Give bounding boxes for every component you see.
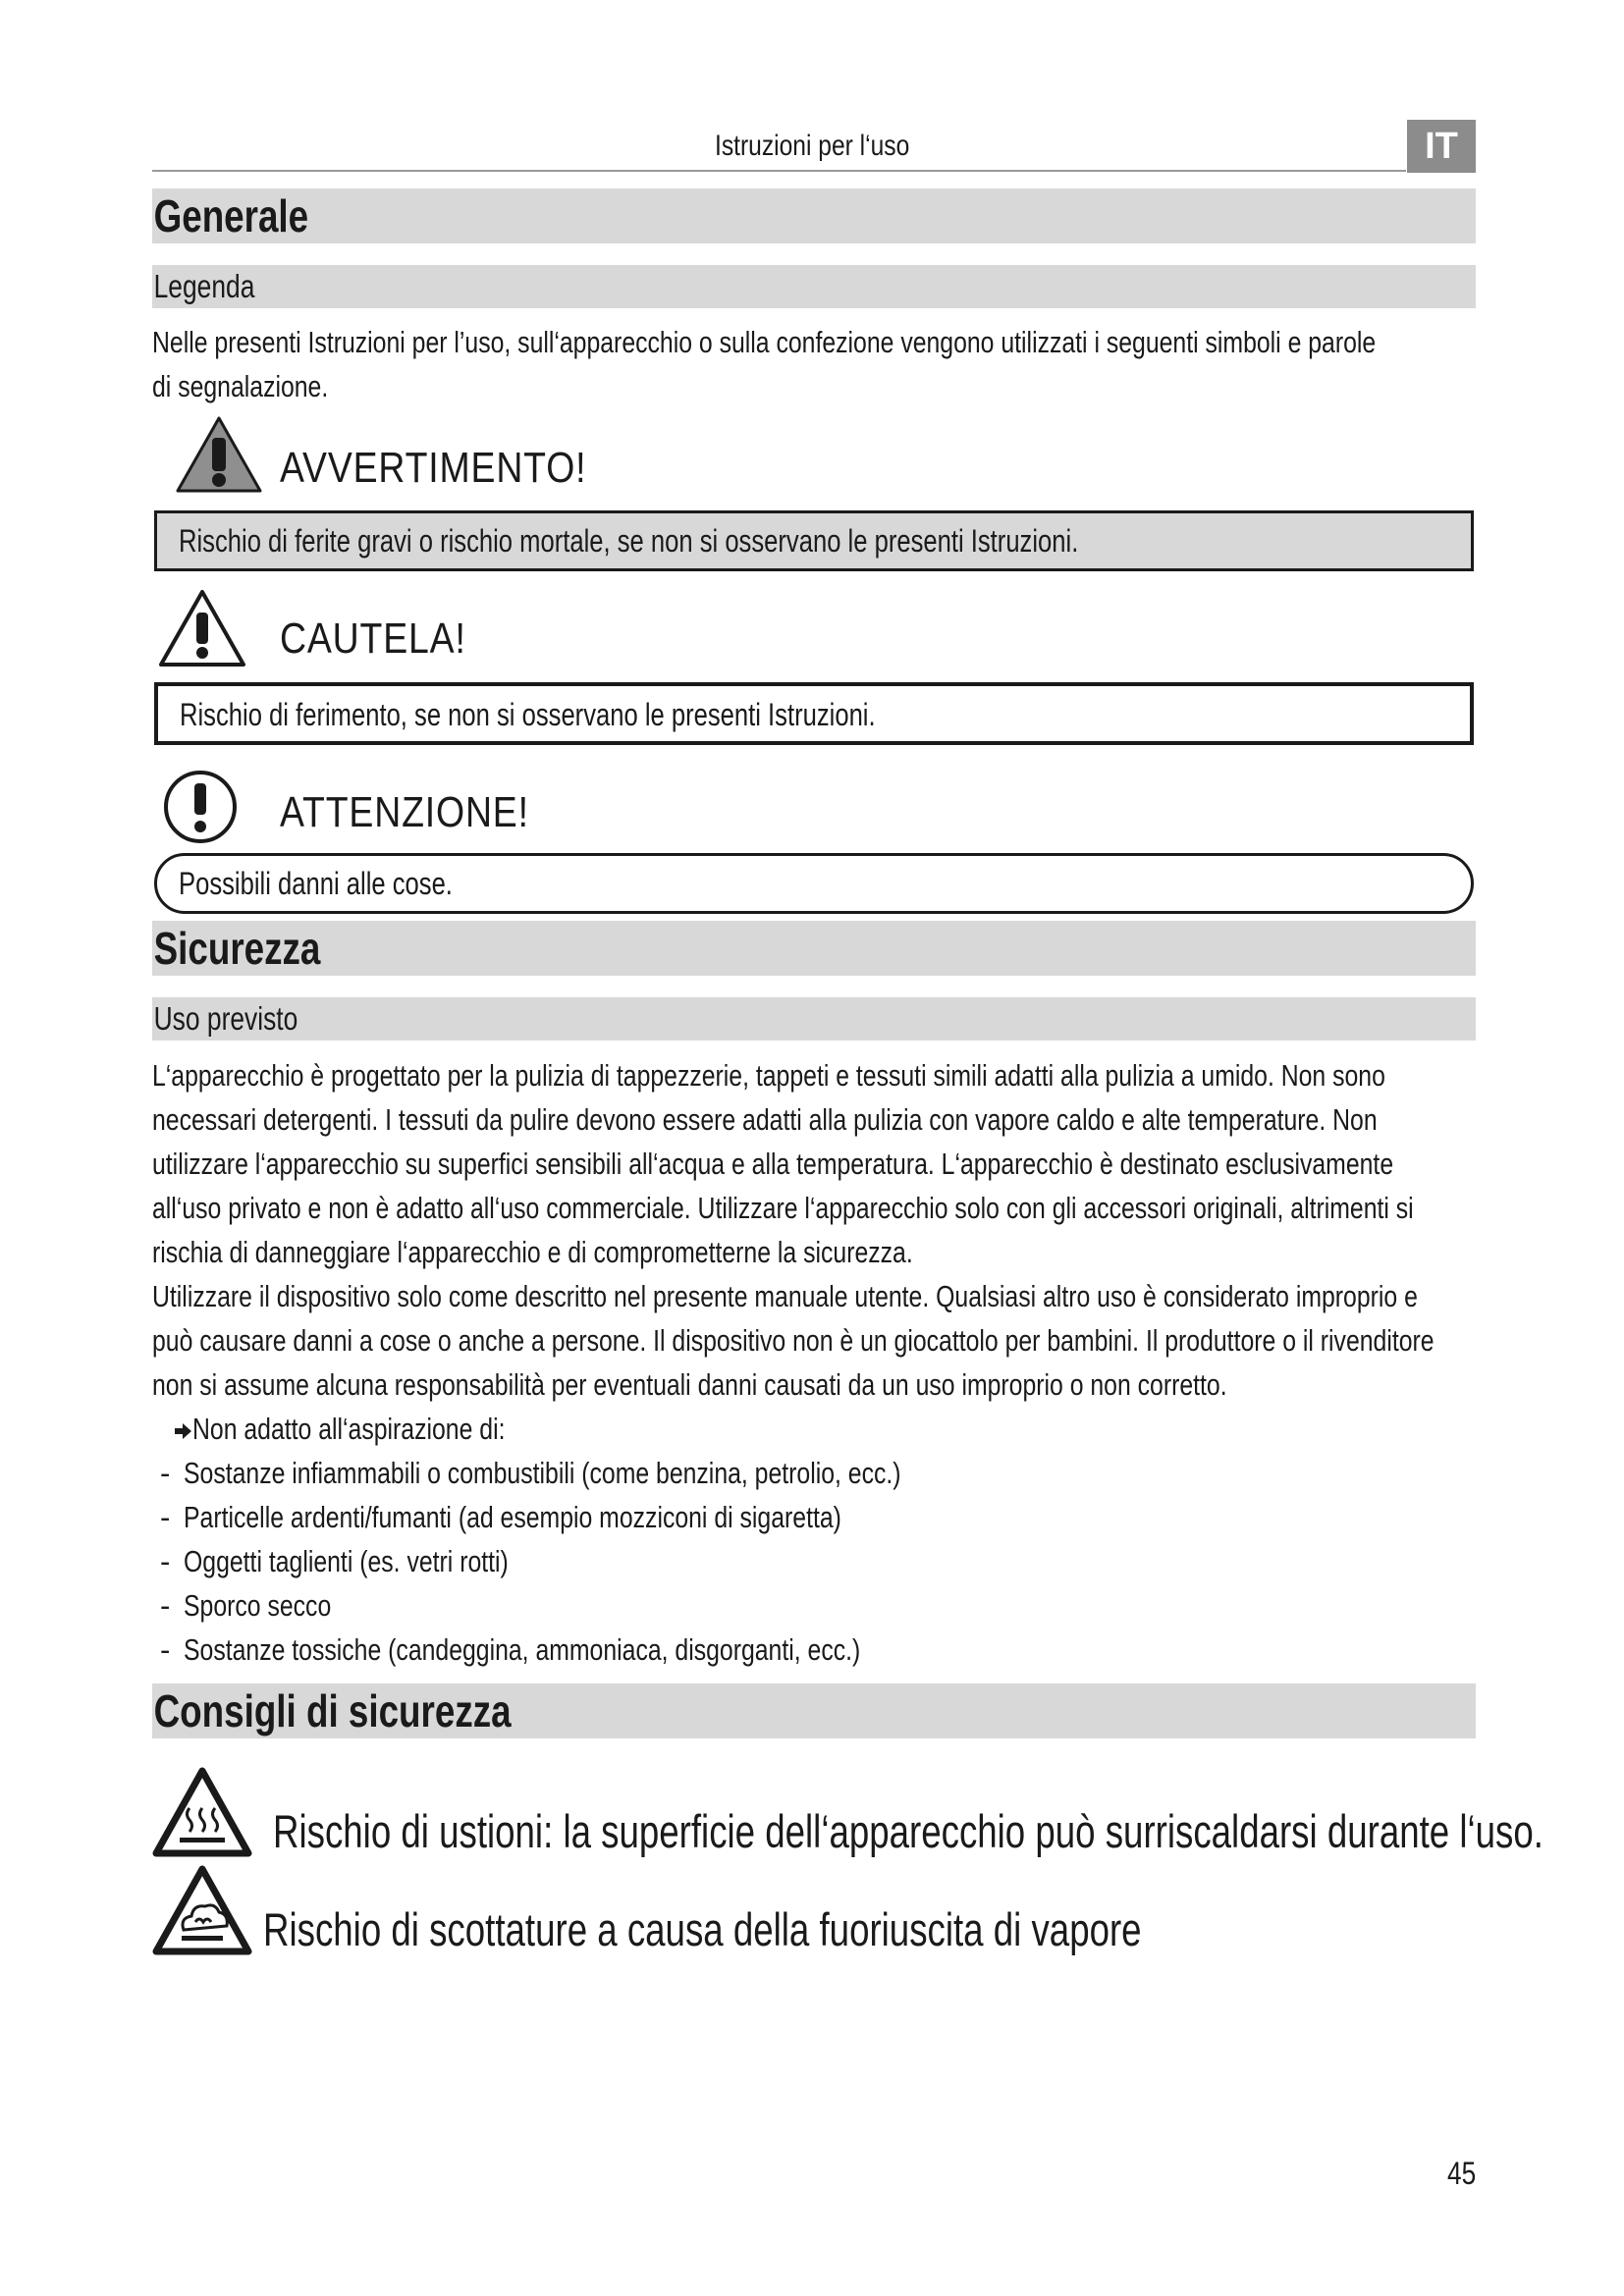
subheading-legenda — [152, 265, 1476, 308]
list-item: - Sostanze infiammabili o combustibili (come benzina, petrolio, ecc.) — [160, 1456, 901, 1490]
signal-box-attenzione — [154, 853, 1474, 914]
signal-box-cautela — [154, 682, 1474, 745]
safety-tip-steam: Rischio di scottature a causa della fuoriuscita di vapore — [263, 1903, 1142, 1955]
section-heading-sicurezza — [152, 921, 1476, 976]
section-heading-text: Consigli di sicurezza — [153, 1685, 512, 1736]
list-item: - Sporco secco — [160, 1588, 332, 1623]
paragraph-line: Nelle presenti Istruzioni per l’uso, sull‘apparecchio o sulla confezione vengono utilizzati i seguenti simboli e parole — [152, 325, 1377, 359]
signal-word-cautela: CAUTELA! — [280, 614, 466, 663]
paragraph-line: all‘uso privato e non è adatto all‘uso commerciale. Utilizzare l‘apparecchio solo con gli accessori originali, altrimenti si — [152, 1191, 1414, 1225]
signal-text: Rischio di ferite gravi o rischio mortale, se non si osservano le presenti Istruzioni. — [179, 523, 1079, 559]
signal-word-avvertimento: AVVERTIMENTO! — [280, 444, 587, 492]
section-heading-consigli — [152, 1683, 1476, 1738]
list-item: - Oggetti taglienti (es. vetri rotti) — [160, 1544, 509, 1578]
arrow-right-icon — [173, 1421, 192, 1441]
safety-tip-burns: Rischio di ustioni: la superficie dell‘apparecchio può surriscaldarsi durante l‘uso. — [273, 1805, 1543, 1857]
language-badge: IT — [1407, 120, 1476, 173]
signal-text: Rischio di ferimento, se non si osservano le presenti Istruzioni. — [180, 697, 876, 732]
header-title: Istruzioni per l‘uso — [715, 130, 910, 162]
paragraph-line: può causare danni a cose o anche a persone. Il dispositivo non è un giocattolo per bambini. Il produttore o il rivenditore — [152, 1323, 1435, 1358]
signal-word-attenzione: ATTENZIONE! — [280, 788, 529, 836]
subheading-text: Uso previsto — [153, 1000, 298, 1037]
header-rule — [152, 170, 1406, 172]
paragraph-line: rischia di danneggiare l‘apparecchio e di comprometterne la sicurezza. — [152, 1235, 913, 1269]
subheading-uso-previsto — [152, 997, 1476, 1041]
list-item: - Sostanze tossiche (candeggina, ammoniaca, disgorganti, ecc.) — [160, 1632, 861, 1667]
paragraph-line: di segnalazione. — [152, 369, 329, 403]
legenda-intro — [152, 320, 1478, 408]
page-number: 45 — [1447, 2156, 1477, 2191]
paragraph-line: Utilizzare il dispositivo solo come descritto nel presente manuale utente. Qualsiasi altro uso è considerato improprio e — [152, 1279, 1418, 1313]
signal-text: Possibili danni alle cose. — [179, 866, 453, 901]
section-heading-text: Generale — [153, 190, 309, 241]
subheading-text: Legenda — [153, 268, 255, 304]
paragraph-line: L‘apparecchio è progettato per la pulizia di tappezzerie, tappeti e tessuti simili adatti alla pulizia a umido. Non sono — [152, 1058, 1385, 1093]
paragraph-line: non si assume alcuna responsabilità per eventuali danni causati da un uso improprio o non corretto. — [152, 1367, 1227, 1402]
section-heading-text: Sicurezza — [153, 923, 321, 974]
attention-circle-icon — [161, 768, 240, 846]
paragraph-line: necessari detergenti. I tessuti da pulire devono essere adatti alla pulizia con vapore caldo e alte temperature. Non — [152, 1102, 1378, 1137]
caution-outline-icon — [157, 587, 247, 669]
uso-previsto-paragraph — [152, 1053, 1478, 1407]
signal-box-avvertimento — [154, 510, 1474, 571]
hazard-list — [160, 1451, 1080, 1672]
section-heading-generale — [152, 188, 1476, 243]
warning-filled-icon — [174, 414, 264, 495]
paragraph-line: utilizzare l‘apparecchio su superfici sensibili all‘acqua e alla temperatura. L‘apparecchio è destinato esclusivamente — [152, 1147, 1394, 1181]
arrow-item-text: Non adatto all‘aspirazione di: — [192, 1412, 506, 1446]
list-item: - Particelle ardenti/fumanti (ad esempio mozziconi di sigaretta) — [160, 1500, 841, 1534]
steam-hazard-icon — [152, 1865, 252, 1955]
hot-surface-icon — [152, 1767, 252, 1857]
arrow-list-item — [173, 1407, 583, 1451]
